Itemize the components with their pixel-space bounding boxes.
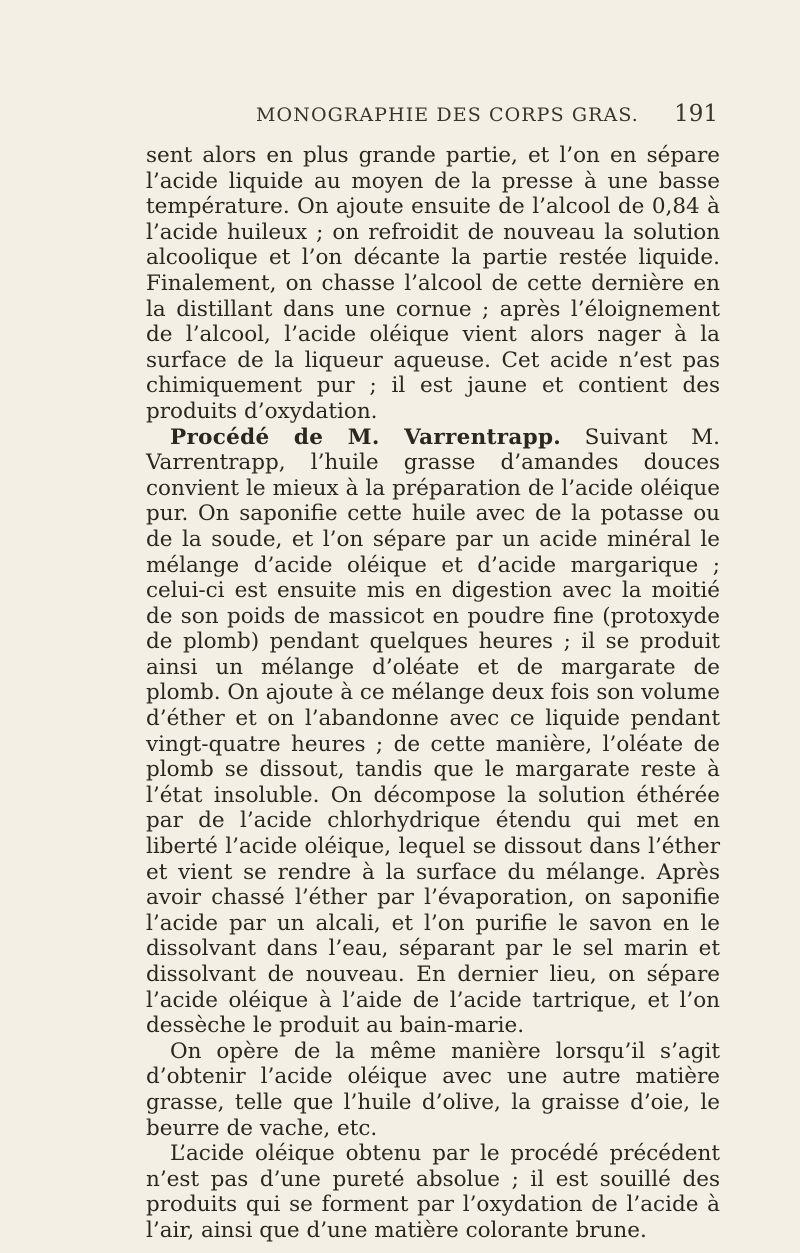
paragraph-2-text: Suivant M. Varrentrapp, l’huile grasse d’amandes douces convient le mieux à la préparation de l’acide oléique pur. On saponifie cette huile avec de la potasse ou de la soude, et l’on sépare par un acide minéral le mélange d’acide oléique et d’acide margarique ; celui-ci est ensuite mis en digestion avec la moitié de son poids de massicot en poudre fine (protoxyde de plomb) pendant quelques heures ; il se produit ainsi un mélange d’oléate et de margarate de plomb. On ajoute à ce mélange deux fois son volume d’éther et on l’abandonne avec ce liquide pendant vingt-quatre heures ; de cette manière, l’oléate de plomb se dissout, tandis que le margarate reste à l’état insoluble. On décompose la solution éthérée par de l’acide chlorhydrique étendu qui met en liberté l’acide oléique, lequel se dissout dans l’éther et vient se rendre à la surface du mélange. Après avoir chassé l’éther par l’évaporation, on saponifie l’acide par un alcali, et l’on purifie le savon en le dissolvant dans l’eau, séparant par le sel marin et dissolvant de nouveau. En dernier lieu, on sépare l’acide oléique à l’aide de l’acide tartrique, et l’on dessèche le produit au bain-marie. bbox=[146, 424, 720, 1039]
page-number: 191 bbox=[674, 101, 718, 127]
paragraph-3: On opère de la même manière lorsqu’il s’agit d’obtenir l’acide oléique avec une autre matière grasse, telle que l’huile d’olive, la graisse d’oie, le beurre de vache, etc. bbox=[146, 1038, 720, 1141]
paragraph-1: sent alors en plus grande partie, et l’on en sépare l’acide liquide au moyen de la presse à une basse température. On ajoute ensuite de l’alcool de 0,84 à l’acide huileux ; on refroidit de nouveau la solution alcoolique et l’on décante la partie restée liquide. Finalement, on chasse l’alcool de cette dernière en la distillant dans une cornue ; après l’éloignement de l’alcool, l’acide oléique vient alors nager à la surface de la liqueur aqueuse. Cet acide n’est pas chimiquement pur ; il est jaune et contient des produits d’oxydation. bbox=[146, 143, 720, 424]
paragraph-4: L’acide oléique obtenu par le procédé précédent n’est pas d’une pureté absolue ; il est souillé des produits qui se forment par l’oxydation de l’acide à l’air, ainsi que d’une matière colorante brune. bbox=[146, 1141, 720, 1243]
running-title: MONOGRAPHIE DES CORPS GRAS. bbox=[256, 104, 639, 126]
section-heading: Procédé de M. Varrentrapp. bbox=[170, 424, 562, 450]
running-head bbox=[256, 101, 718, 134]
body-text bbox=[146, 143, 720, 1244]
paragraph-2 bbox=[146, 425, 720, 1039]
